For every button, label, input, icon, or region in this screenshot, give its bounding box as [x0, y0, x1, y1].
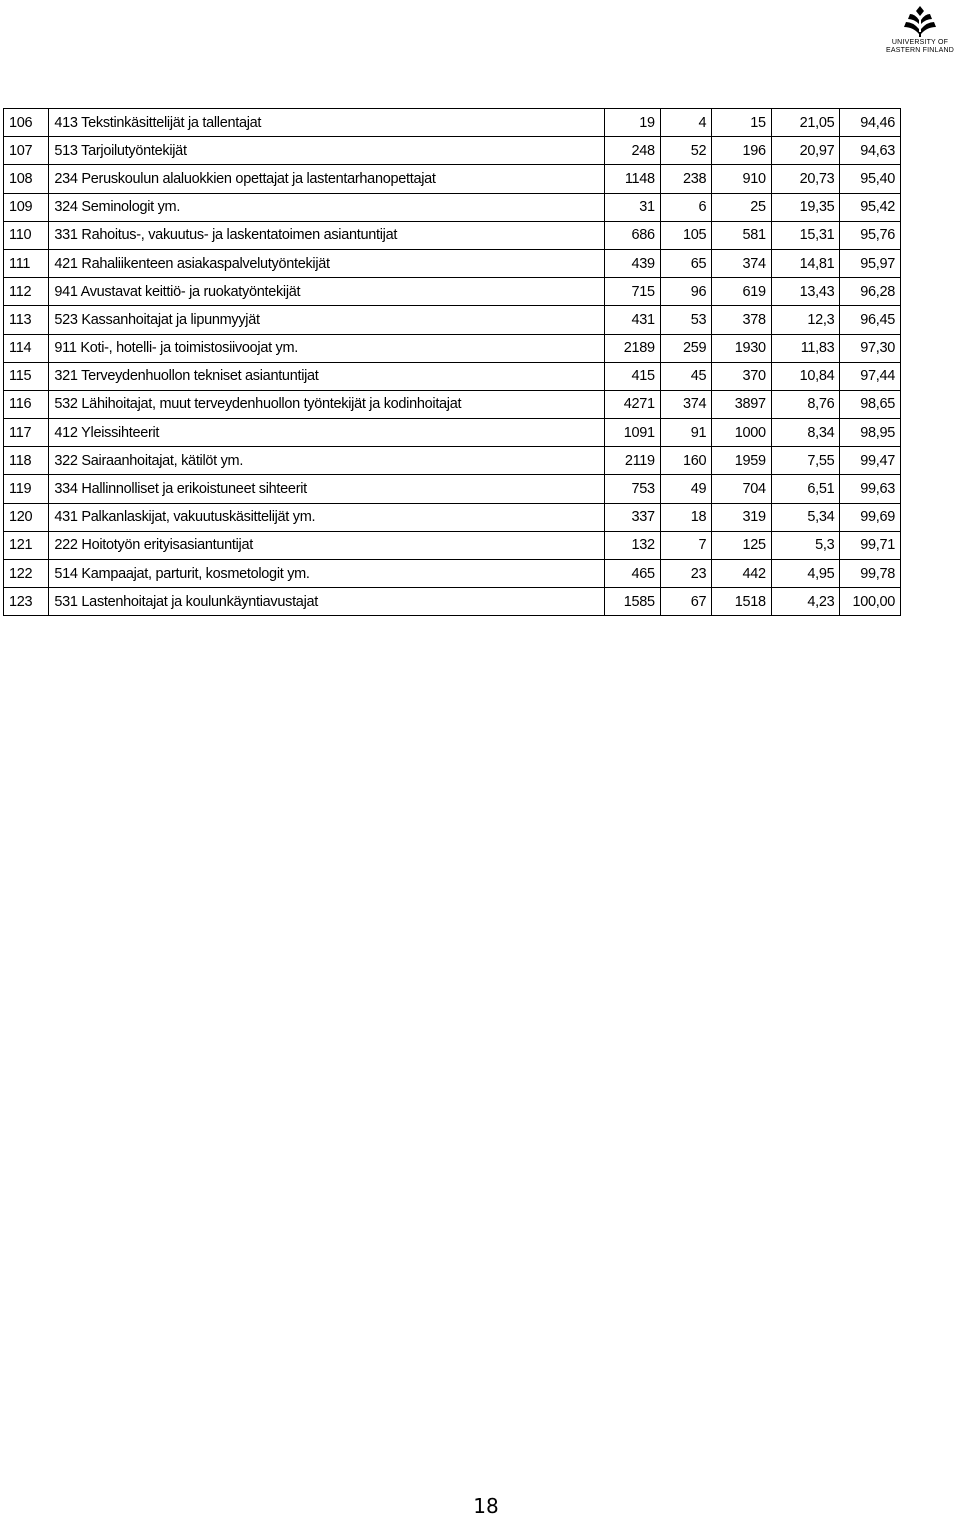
row-col-3: 581 — [712, 221, 772, 249]
row-col-1: 248 — [605, 137, 660, 165]
row-col-2: 374 — [660, 390, 711, 418]
row-rank: 115 — [4, 362, 49, 390]
row-col-2: 6 — [660, 193, 711, 221]
row-col-5: 100,00 — [840, 588, 901, 616]
row-col-1: 337 — [605, 503, 660, 531]
row-col-3: 3897 — [712, 390, 772, 418]
row-col-5: 99,78 — [840, 560, 901, 588]
row-col-1: 465 — [605, 560, 660, 588]
row-col-4: 13,43 — [771, 278, 840, 306]
row-occupation: 331 Rahoitus-, vakuutus- ja laskentatoimen asiantuntijat — [49, 221, 605, 249]
row-col-3: 1518 — [712, 588, 772, 616]
row-occupation: 431 Palkanlaskijat, vakuutuskäsittelijät ym. — [49, 503, 605, 531]
row-col-5: 99,71 — [840, 531, 901, 559]
row-col-1: 415 — [605, 362, 660, 390]
row-col-3: 378 — [712, 306, 772, 334]
table-row — [4, 531, 901, 559]
table-row — [4, 503, 901, 531]
row-col-2: 52 — [660, 137, 711, 165]
row-col-5: 95,42 — [840, 193, 901, 221]
row-occupation: 421 Rahaliikenteen asiakaspalvelutyöntekijät — [49, 249, 605, 277]
row-col-1: 431 — [605, 306, 660, 334]
row-col-5: 96,45 — [840, 306, 901, 334]
row-col-5: 97,30 — [840, 334, 901, 362]
row-col-4: 14,81 — [771, 249, 840, 277]
row-col-5: 96,28 — [840, 278, 901, 306]
table-row — [4, 165, 901, 193]
row-rank: 118 — [4, 447, 49, 475]
row-col-4: 21,05 — [771, 109, 840, 137]
row-rank: 109 — [4, 193, 49, 221]
row-col-4: 12,3 — [771, 306, 840, 334]
row-col-3: 374 — [712, 249, 772, 277]
row-col-3: 1000 — [712, 419, 772, 447]
row-col-1: 4271 — [605, 390, 660, 418]
row-col-5: 94,46 — [840, 109, 901, 137]
row-col-3: 1930 — [712, 334, 772, 362]
table-row — [4, 390, 901, 418]
row-col-4: 7,55 — [771, 447, 840, 475]
row-col-5: 97,44 — [840, 362, 901, 390]
row-occupation: 222 Hoitotyön erityisasiantuntijat — [49, 531, 605, 559]
row-col-1: 19 — [605, 109, 660, 137]
row-rank: 123 — [4, 588, 49, 616]
uef-emblem-icon — [902, 4, 938, 38]
row-col-2: 67 — [660, 588, 711, 616]
table-row — [4, 109, 901, 137]
row-col-3: 196 — [712, 137, 772, 165]
row-rank: 106 — [4, 109, 49, 137]
row-col-5: 99,69 — [840, 503, 901, 531]
row-col-3: 442 — [712, 560, 772, 588]
row-col-1: 1148 — [605, 165, 660, 193]
row-col-1: 439 — [605, 249, 660, 277]
row-col-2: 238 — [660, 165, 711, 193]
row-occupation: 941 Avustavat keittiö- ja ruokatyöntekijät — [49, 278, 605, 306]
row-col-2: 65 — [660, 249, 711, 277]
table-row — [4, 249, 901, 277]
table-row — [4, 137, 901, 165]
row-col-4: 10,84 — [771, 362, 840, 390]
row-col-4: 11,83 — [771, 334, 840, 362]
logo-text — [880, 39, 960, 55]
row-rank: 120 — [4, 503, 49, 531]
row-col-5: 95,40 — [840, 165, 901, 193]
page-number: 18 — [473, 1494, 499, 1518]
row-col-5: 98,65 — [840, 390, 901, 418]
row-col-2: 23 — [660, 560, 711, 588]
row-col-3: 704 — [712, 475, 772, 503]
table-row — [4, 362, 901, 390]
table-row — [4, 560, 901, 588]
row-col-3: 25 — [712, 193, 772, 221]
row-col-4: 4,23 — [771, 588, 840, 616]
row-occupation: 532 Lähihoitajat, muut terveydenhuollon työntekijät ja kodinhoitajat — [49, 390, 605, 418]
table-row — [4, 221, 901, 249]
table-row — [4, 447, 901, 475]
row-rank: 113 — [4, 306, 49, 334]
row-rank: 114 — [4, 334, 49, 362]
row-occupation: 413 Tekstinkäsittelijät ja tallentajat — [49, 109, 605, 137]
table-row — [4, 193, 901, 221]
table-row — [4, 475, 901, 503]
row-col-2: 49 — [660, 475, 711, 503]
row-col-5: 95,97 — [840, 249, 901, 277]
row-col-4: 8,76 — [771, 390, 840, 418]
row-col-2: 45 — [660, 362, 711, 390]
row-col-2: 7 — [660, 531, 711, 559]
row-col-1: 2189 — [605, 334, 660, 362]
row-col-3: 319 — [712, 503, 772, 531]
row-rank: 111 — [4, 249, 49, 277]
row-occupation: 322 Sairaanhoitajat, kätilöt ym. — [49, 447, 605, 475]
row-col-5: 94,63 — [840, 137, 901, 165]
row-rank: 117 — [4, 419, 49, 447]
row-col-1: 686 — [605, 221, 660, 249]
row-col-2: 160 — [660, 447, 711, 475]
row-occupation: 523 Kassanhoitajat ja lipunmyyjät — [49, 306, 605, 334]
row-col-5: 99,47 — [840, 447, 901, 475]
row-col-3: 125 — [712, 531, 772, 559]
row-col-1: 2119 — [605, 447, 660, 475]
row-col-2: 105 — [660, 221, 711, 249]
row-occupation: 321 Terveydenhuollon tekniset asiantuntijat — [49, 362, 605, 390]
row-col-4: 5,3 — [771, 531, 840, 559]
row-rank: 119 — [4, 475, 49, 503]
row-col-1: 715 — [605, 278, 660, 306]
row-col-3: 910 — [712, 165, 772, 193]
row-col-4: 6,51 — [771, 475, 840, 503]
table-row — [4, 588, 901, 616]
row-rank: 110 — [4, 221, 49, 249]
row-col-2: 18 — [660, 503, 711, 531]
row-col-2: 96 — [660, 278, 711, 306]
row-occupation: 412 Yleissihteerit — [49, 419, 605, 447]
row-col-1: 132 — [605, 531, 660, 559]
row-occupation: 324 Seminologit ym. — [49, 193, 605, 221]
row-rank: 112 — [4, 278, 49, 306]
row-col-4: 19,35 — [771, 193, 840, 221]
row-col-5: 99,63 — [840, 475, 901, 503]
table-row — [4, 306, 901, 334]
row-occupation: 514 Kampaajat, parturit, kosmetologit ym. — [49, 560, 605, 588]
row-col-2: 53 — [660, 306, 711, 334]
row-col-5: 98,95 — [840, 419, 901, 447]
row-col-2: 259 — [660, 334, 711, 362]
row-rank: 108 — [4, 165, 49, 193]
row-col-4: 8,34 — [771, 419, 840, 447]
row-rank: 116 — [4, 390, 49, 418]
row-col-3: 1959 — [712, 447, 772, 475]
row-col-2: 4 — [660, 109, 711, 137]
table-row — [4, 278, 901, 306]
table-body — [4, 109, 901, 616]
logo-text-line2: EASTERN FINLAND — [886, 47, 954, 54]
row-rank: 121 — [4, 531, 49, 559]
row-occupation: 513 Tarjoilutyöntekijät — [49, 137, 605, 165]
row-col-4: 4,95 — [771, 560, 840, 588]
row-col-2: 91 — [660, 419, 711, 447]
row-col-3: 15 — [712, 109, 772, 137]
occupation-table — [3, 108, 901, 616]
row-col-1: 1585 — [605, 588, 660, 616]
row-rank: 107 — [4, 137, 49, 165]
row-occupation: 531 Lastenhoitajat ja koulunkäyntiavustajat — [49, 588, 605, 616]
row-col-1: 31 — [605, 193, 660, 221]
logo-text-line1: UNIVERSITY OF — [891, 39, 949, 46]
row-col-4: 15,31 — [771, 221, 840, 249]
row-col-3: 370 — [712, 362, 772, 390]
table-row — [4, 334, 901, 362]
row-col-3: 619 — [712, 278, 772, 306]
row-col-1: 1091 — [605, 419, 660, 447]
row-col-4: 20,97 — [771, 137, 840, 165]
row-occupation: 234 Peruskoulun alaluokkien opettajat ja lastentarhanopettajat — [49, 165, 605, 193]
row-col-4: 20,73 — [771, 165, 840, 193]
row-col-1: 753 — [605, 475, 660, 503]
row-col-5: 95,76 — [840, 221, 901, 249]
row-col-4: 5,34 — [771, 503, 840, 531]
table-row — [4, 419, 901, 447]
row-occupation: 334 Hallinnolliset ja erikoistuneet sihteerit — [49, 475, 605, 503]
row-rank: 122 — [4, 560, 49, 588]
university-logo — [880, 4, 960, 64]
row-occupation: 911 Koti-, hotelli- ja toimistosiivoojat ym. — [49, 334, 605, 362]
